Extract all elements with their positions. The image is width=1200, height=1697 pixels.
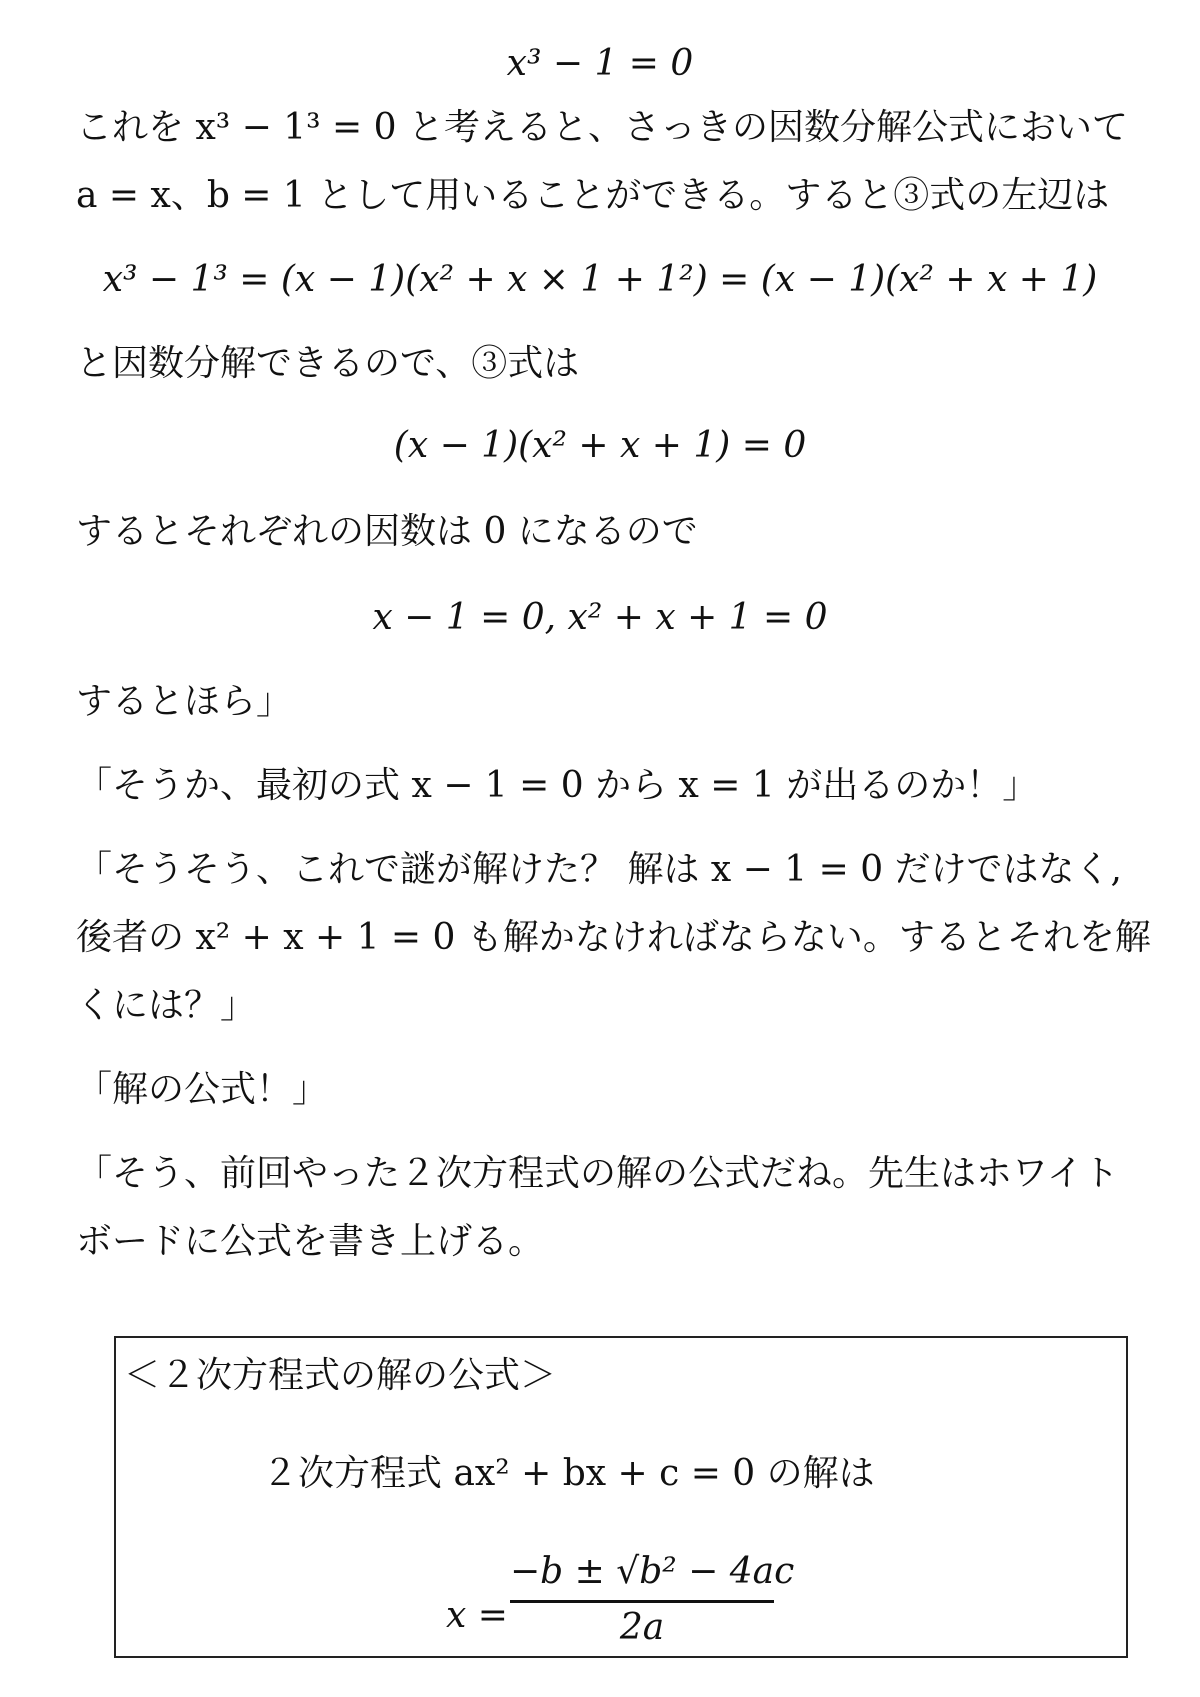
paragraph-line-5: するとほら」 bbox=[76, 681, 293, 722]
equation-split-factors: x − 1 = 0, x² + x + 1 = 0 bbox=[372, 597, 828, 638]
equation-factorization: x³ − 1³ = (x − 1)(x² + x × 1 + 1²) = (x − 1)(x² + x + 1) bbox=[102, 259, 1098, 300]
paragraph-line-4: するとそれぞれの因数は 0 になるので bbox=[76, 511, 698, 552]
dialogue-line-4: くには？」 bbox=[76, 985, 257, 1026]
paragraph-line-2: a = x、b = 1 として用いることができる。すると③式の左辺は bbox=[76, 175, 1110, 216]
dialogue-line-2: 「そうそう、これで謎が解けた？ 解は x − 1 = 0 だけではなく, bbox=[76, 849, 1122, 890]
formula-lhs: x = bbox=[446, 1595, 508, 1636]
dialogue-line-3: 後者の x² + x + 1 = 0 も解かなければならない。するとそれを解 bbox=[76, 917, 1151, 958]
dialogue-line-6: 「そう、前回やった２次方程式の解の公式だね。先生はホワイト bbox=[76, 1153, 1119, 1194]
equation-product-zero: (x − 1)(x² + x + 1) = 0 bbox=[393, 425, 807, 466]
box-title: ＜２次方程式の解の公式＞ bbox=[124, 1355, 557, 1396]
paragraph-line-1: これを x³ − 1³ = 0 と考えると、さっきの因数分解公式において bbox=[76, 107, 1128, 148]
dialogue-line-1: 「そうか、最初の式 x − 1 = 0 から x = 1 が出るのか！」 bbox=[76, 765, 1039, 806]
fraction-bar bbox=[510, 1600, 774, 1603]
dialogue-line-5: 「解の公式！」 bbox=[76, 1069, 329, 1110]
paragraph-line-3: と因数分解できるので、③式は bbox=[76, 343, 580, 384]
dialogue-line-7: ボードに公式を書き上げる。 bbox=[76, 1221, 545, 1262]
formula-numerator: −b ± √b² − 4ac bbox=[510, 1551, 795, 1592]
formula-denominator: 2a bbox=[619, 1607, 665, 1648]
box-statement: ２次方程式 ax² + bx + c = 0 の解は bbox=[262, 1453, 875, 1494]
equation-x-cubed-minus-one: x³ − 1 = 0 bbox=[506, 43, 694, 84]
